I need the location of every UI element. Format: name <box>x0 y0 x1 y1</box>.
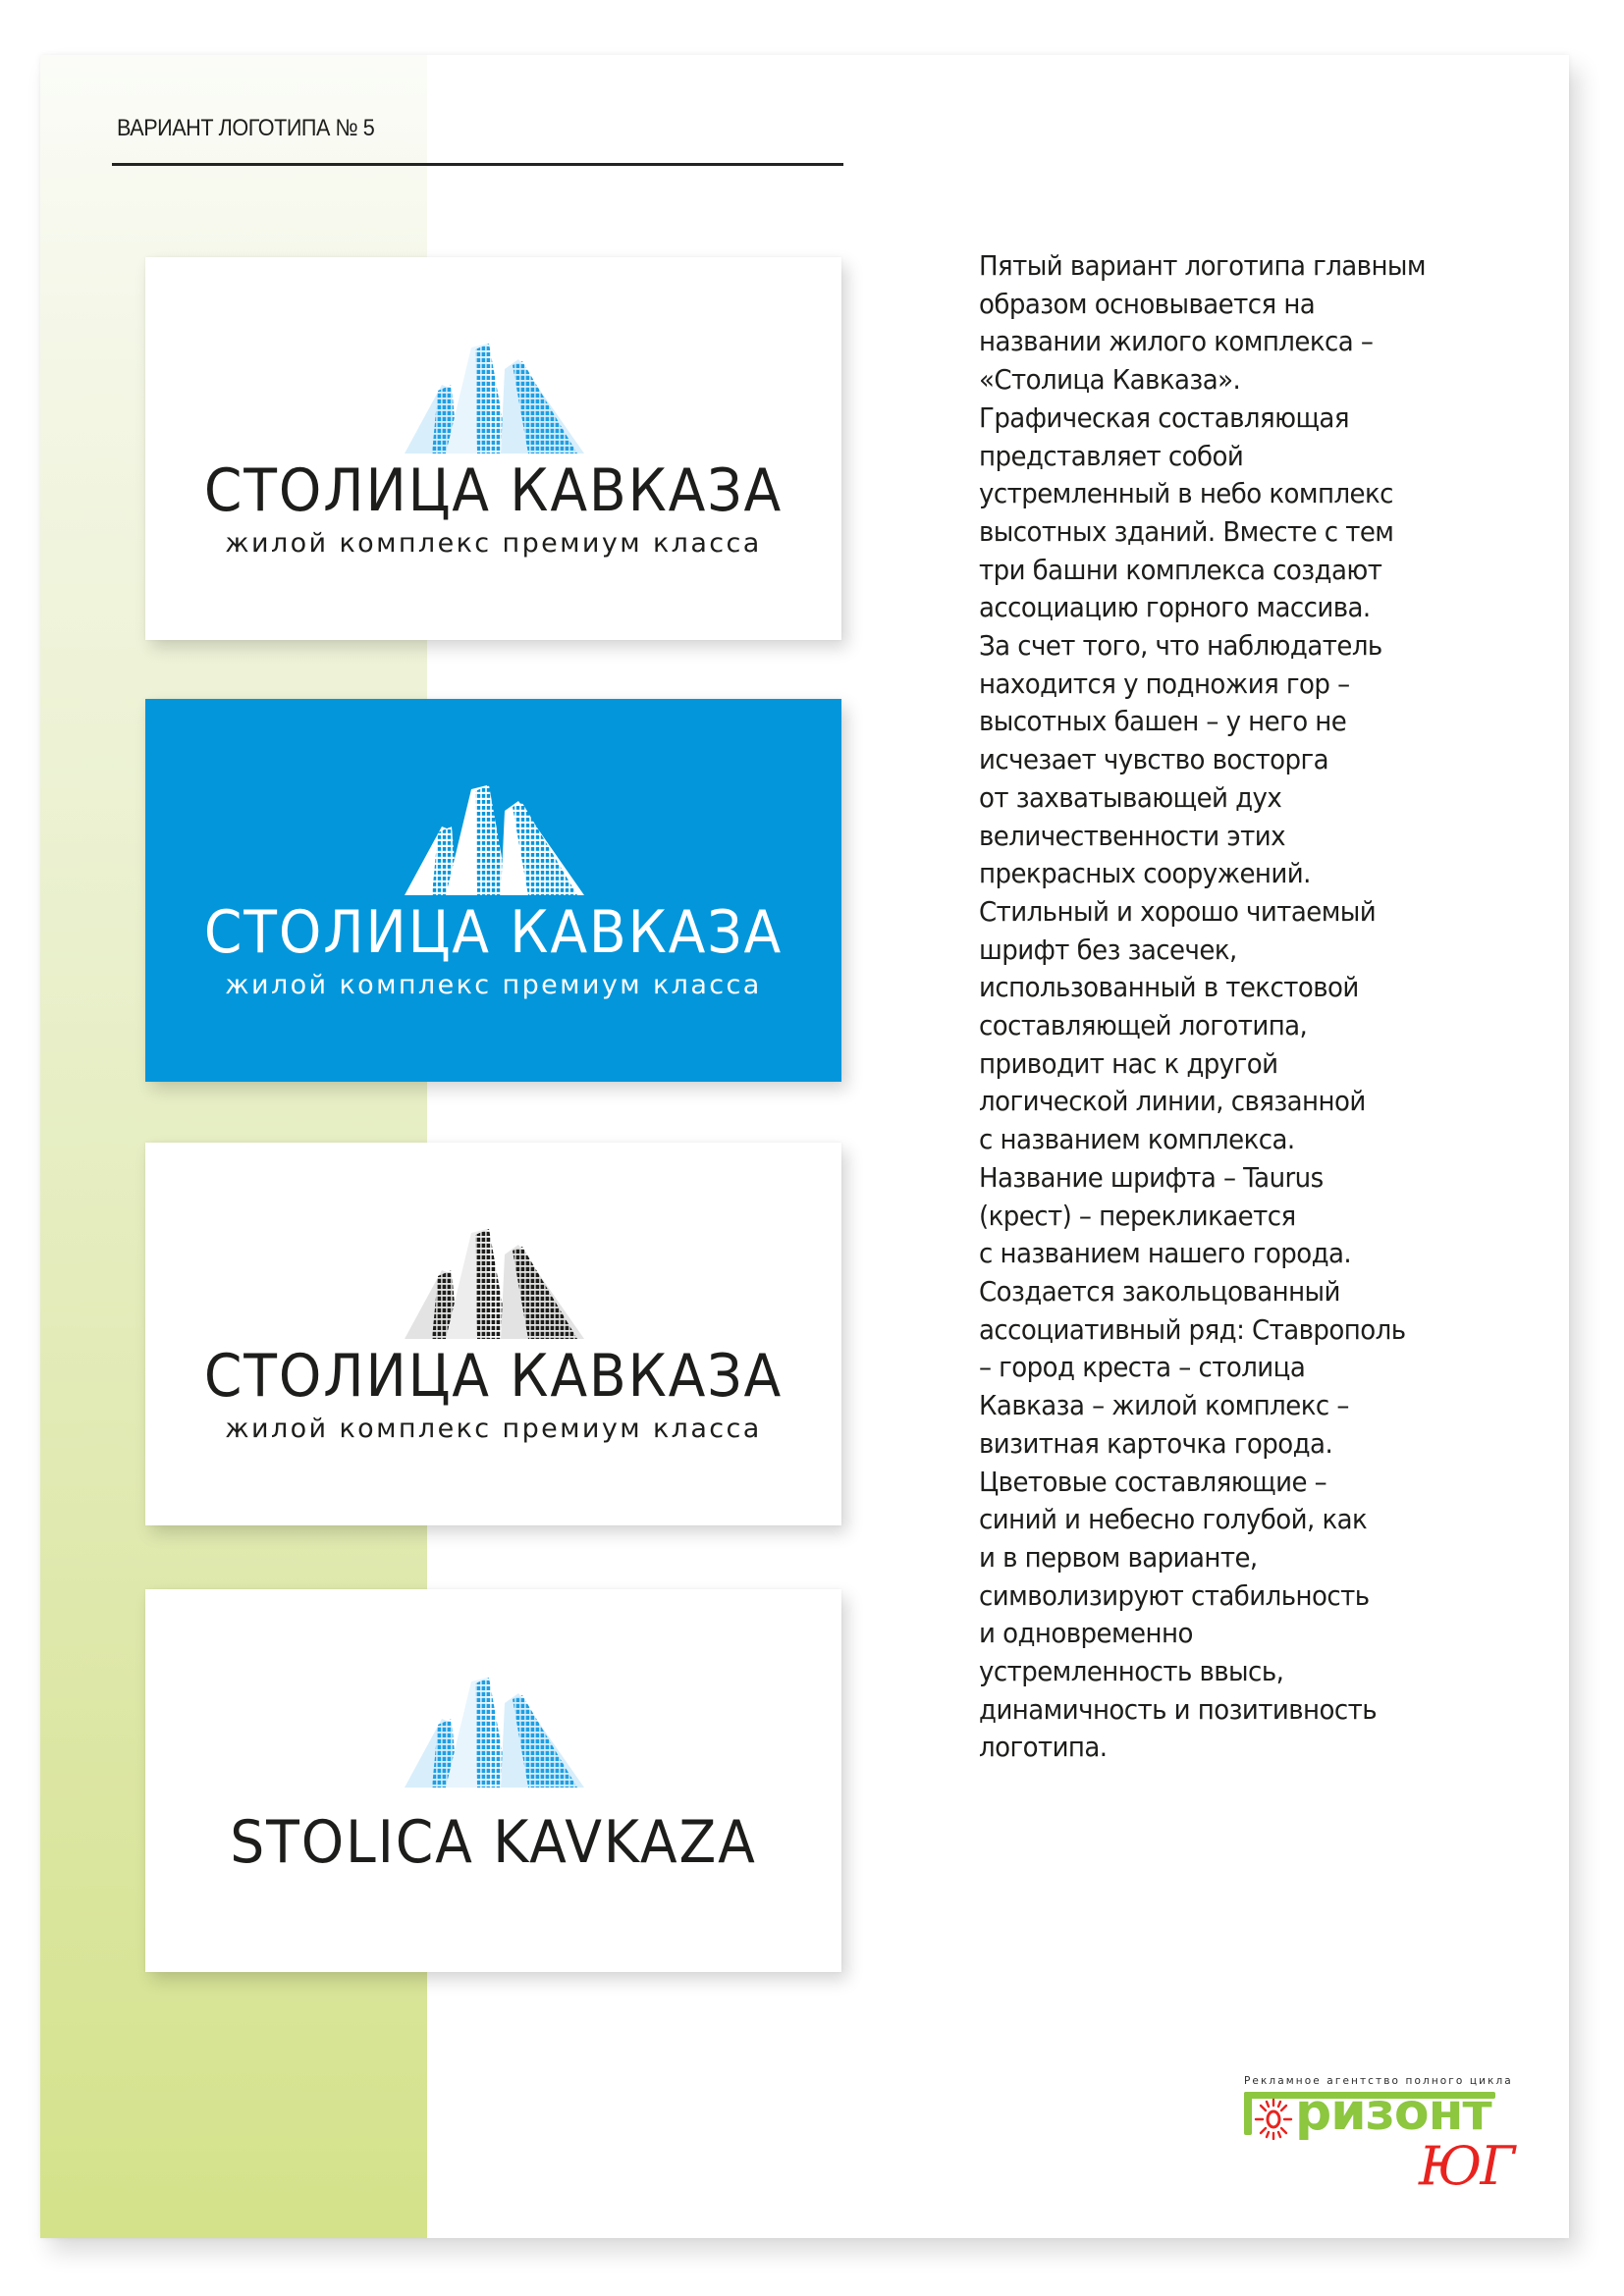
description-line: Кавказа – жилой комплекс – <box>979 1389 1349 1422</box>
logo-card-color <box>145 257 841 640</box>
agency-logo-g-stem <box>1244 2092 1252 2135</box>
description-line: величественности этих <box>979 819 1285 852</box>
description-line: Пятый вариант логотипа главным <box>979 249 1427 282</box>
description-line: использованный в текстовой <box>979 971 1359 1004</box>
logo-card-grayscale <box>145 1143 841 1525</box>
agency-tagline: Рекламное агентство полного цикла <box>1244 2075 1513 2087</box>
description-line: ассоциативный ряд: Ставрополь <box>979 1312 1406 1346</box>
description-line: За счет того, что наблюдатель <box>979 629 1382 663</box>
logo-title: СТОЛИЦА КАВКАЗА <box>203 1342 784 1411</box>
description-line: находится у подножия гор – <box>979 667 1350 700</box>
logo-subtitle: жилой комплекс премиум класса <box>225 1414 762 1444</box>
logo-title: СТОЛИЦА КАВКАЗА <box>203 456 784 525</box>
logo-title-latin: STOLICA KAVKAZA <box>230 1808 757 1877</box>
agency-region: ЮГ <box>1419 2135 1514 2197</box>
description-line: исчезает чувство восторга <box>979 743 1329 776</box>
description-line: «Столица Кавказа». <box>979 363 1241 397</box>
sun-icon <box>1252 2097 1295 2140</box>
description-line: Название шрифта – Taurus <box>979 1160 1324 1194</box>
description-line: Создается закольцованный <box>979 1274 1340 1308</box>
logo-card-latin <box>145 1589 841 1972</box>
logo-card-inverted <box>145 699 841 1082</box>
description-line: ассоциацию горного массива. <box>979 591 1371 624</box>
description-line: динамичность и позитивность <box>979 1692 1378 1726</box>
description-line: образом основывается на <box>979 287 1316 320</box>
description-line: символизируют стабильность <box>979 1578 1370 1612</box>
description-text <box>979 247 1489 1767</box>
description-line: Стильный и хорошо читаемый <box>979 894 1377 928</box>
towers-logo-icon <box>403 1674 584 1788</box>
description-line: высотных зданий. Вместе с тем <box>979 514 1394 548</box>
logo-title: СТОЛИЦА КАВКАЗА <box>203 898 784 967</box>
description-line: логической линии, связанной <box>979 1085 1366 1118</box>
title-divider <box>112 163 843 166</box>
agency-logo <box>1240 2075 1554 2203</box>
description-line: представляет собой <box>979 439 1244 472</box>
description-line: Графическая составляющая <box>979 400 1349 434</box>
description-line: – город креста – столица <box>979 1351 1306 1384</box>
towers-logo-icon <box>403 1225 584 1339</box>
towers-logo-icon <box>403 781 584 895</box>
brochure-page <box>40 55 1569 2238</box>
towers-logo-icon <box>403 340 584 454</box>
description-line: составляющей логотипа, <box>979 1009 1308 1042</box>
page-title: ВАРИАНТ ЛОГОТИПА № 5 <box>117 115 375 141</box>
description-line: устремленность ввысь, <box>979 1655 1284 1688</box>
logo-subtitle: жилой комплекс премиум класса <box>225 970 762 1000</box>
description-line: прекрасных сооружений. <box>979 857 1311 890</box>
description-line: три башни комплекса создают <box>979 553 1382 586</box>
description-line: устремленный в небо комплекс <box>979 477 1393 510</box>
description-line: логотипа. <box>979 1731 1108 1764</box>
description-line: от захватывающей дух <box>979 780 1282 814</box>
description-line: синий и небесно голубой, как <box>979 1503 1368 1536</box>
description-line: высотных башен – у него не <box>979 705 1347 738</box>
description-line: и одновременно <box>979 1617 1193 1650</box>
description-line: (крест) – перекликается <box>979 1199 1296 1232</box>
description-line: приводит нас к другой <box>979 1046 1278 1080</box>
description-line: с названием нашего города. <box>979 1237 1352 1270</box>
description-line: с названием комплекса. <box>979 1123 1295 1156</box>
description-line: и в первом варианте, <box>979 1540 1258 1574</box>
description-line: визитная карточка города. <box>979 1426 1333 1460</box>
logo-subtitle: жилой комплекс премиум класса <box>225 528 762 559</box>
agency-name: ризонт <box>1295 2083 1491 2142</box>
description-line: шрифт без засечек, <box>979 933 1237 966</box>
description-line: Цветовые составляющие – <box>979 1465 1327 1498</box>
description-line: названии жилого комплекса – <box>979 325 1374 358</box>
